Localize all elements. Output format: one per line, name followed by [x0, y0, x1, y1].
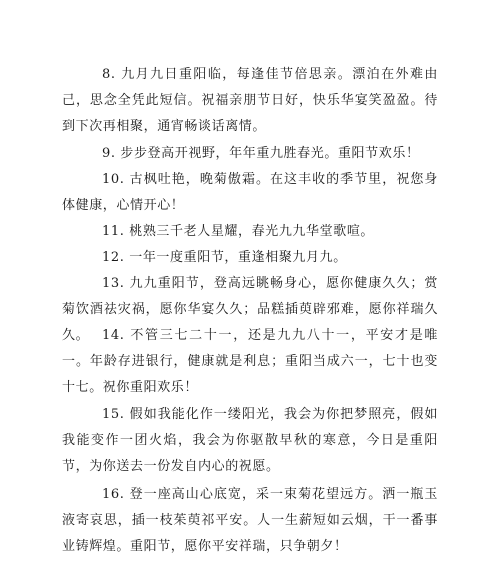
list-item: [62, 167, 438, 219]
item-number: 8.: [102, 67, 116, 82]
item-number: 13.: [102, 276, 125, 291]
item-number: 10.: [102, 172, 125, 187]
item-text: 古枫吐艳，晚菊傲霜。在这丰收的季节里，祝您身体健康，心情开心！: [62, 172, 438, 213]
item-text: 不管三七二十一，还是九九八十一，平安才是唯一。年龄存进银行，健康就是利息；重阳当成六一，七十也变十七。祝你重阳欢乐！: [62, 328, 438, 395]
list-item: [62, 62, 438, 140]
item-text: 九月九日重阳临，每逢佳节倍思亲。漂泊在外难由己，思念全凭此短信。祝福亲朋节日好，快乐华宴笑盈盈。待到下次再相聚，通宵畅谈话离情。: [62, 67, 439, 134]
item-number: 15.: [102, 407, 125, 422]
item-number: 14.: [102, 328, 125, 343]
list-item: [62, 219, 438, 245]
item-text: 桃熟三千老人星耀，春光九九华堂歌喧。: [129, 224, 375, 239]
list-item: [62, 402, 438, 480]
item-number: 16.: [102, 487, 125, 502]
item-text: 九九重阳节，登高远眺畅身心，愿你健康久久；赏菊饮酒祛灾祸，愿你华宴久久；品糕插萸辟邪难，愿你祥瑞久久。: [62, 276, 438, 343]
item-text: 一年一度重阳节，重逢相聚九月九。: [129, 250, 347, 265]
item-number: 11.: [102, 224, 125, 239]
item-number: 9.: [102, 146, 116, 161]
item-text: 登一座高山心底宽，采一束菊花望远方。洒一瓶玉液寄哀思，插一枝茱萸祁平安。人一生薪短如云烟，干一番事业铸辉煌。重阳节，愿你平安祥瑞，只争朝夕！: [62, 487, 438, 554]
list-item: [62, 245, 438, 271]
list-item: [62, 323, 438, 401]
list-item: [62, 141, 438, 167]
item-number: 12.: [102, 250, 125, 265]
item-text: 步步登高开视野，年年重九胜春光。重阳节欢乐！: [120, 146, 420, 161]
item-text: 假如我能化作一缕阳光，我会为你把梦照亮，假如我能变作一团火焰，我会为你驱散早秋的寒意，今日是重阳节，为你送去一份发自内心的祝愿。: [62, 407, 438, 474]
list-item: [62, 482, 438, 560]
